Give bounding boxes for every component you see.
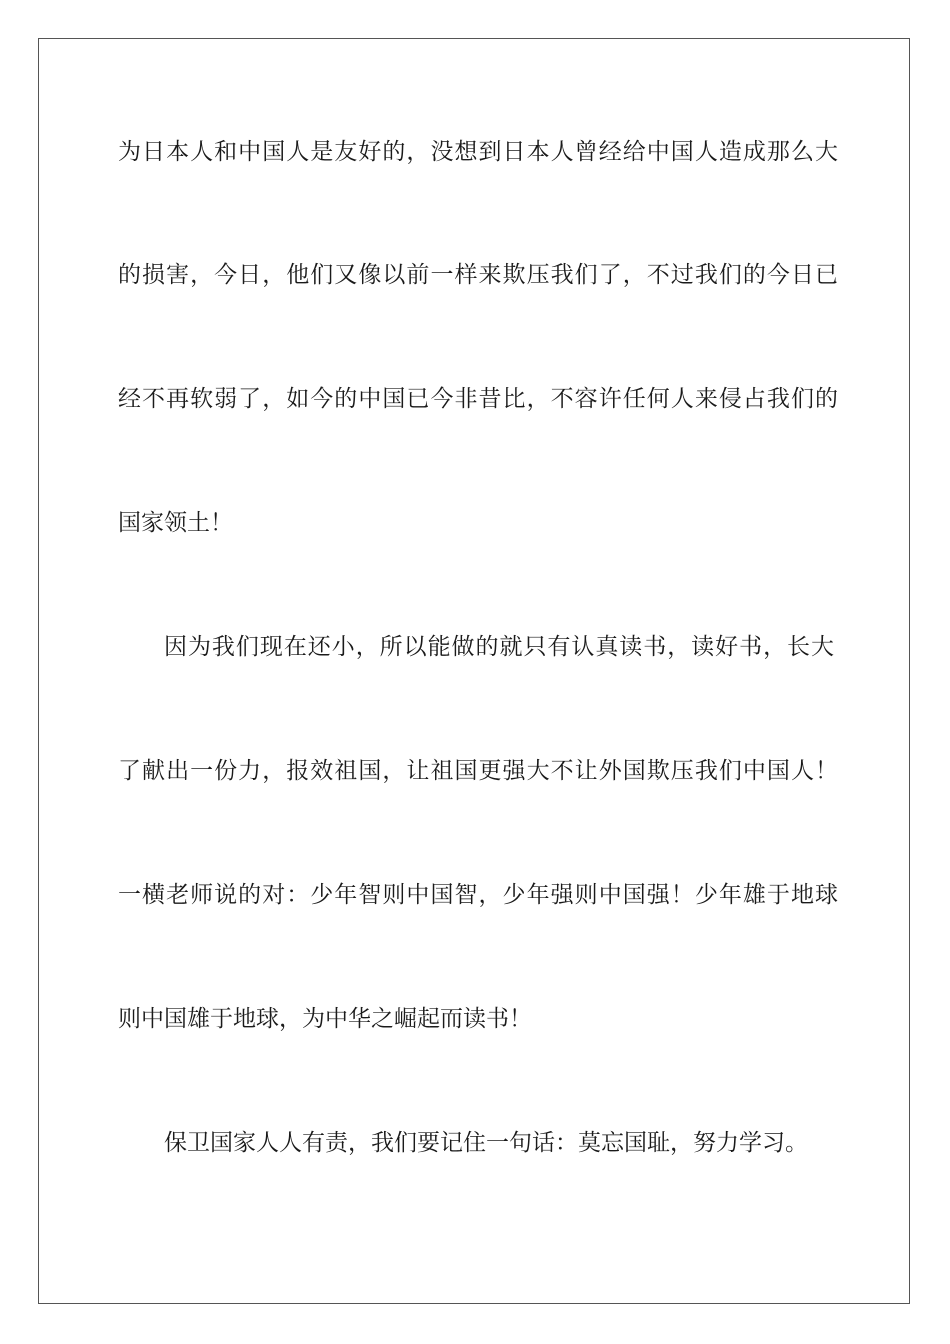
text-line-1: 为日本人和中国人是友好的，没想到日本人曾经给中国人造成那么大: [118, 139, 838, 165]
text-line-2: 的损害，今日，他们又像以前一样来欺压我们了，不过我们的今日已: [118, 262, 838, 288]
text-line-7: 一横老师说的对：少年智则中国智，少年强则中国强！少年雄于地球: [118, 882, 838, 908]
paragraph-3-first-line: 保卫国家人人有责，我们要记住一句话：莫忘国耻，努力学习。: [164, 1130, 808, 1156]
text-line-3: 经不再软弱了，如今的中国已今非昔比，不容许任何人来侵占我们的: [118, 386, 838, 412]
text-line-4: 国家领土！: [118, 510, 233, 536]
text-line-6: 了献出一份力，报效祖国，让祖国更强大不让外国欺压我们中国人！: [118, 758, 838, 784]
paragraph-2-first-line: 因为我们现在还小，所以能做的就只有认真读书，读好书，长大: [164, 634, 834, 660]
page-border: [38, 38, 910, 1304]
text-line-8: 则中国雄于地球，为中华之崛起而读书！: [118, 1006, 532, 1032]
